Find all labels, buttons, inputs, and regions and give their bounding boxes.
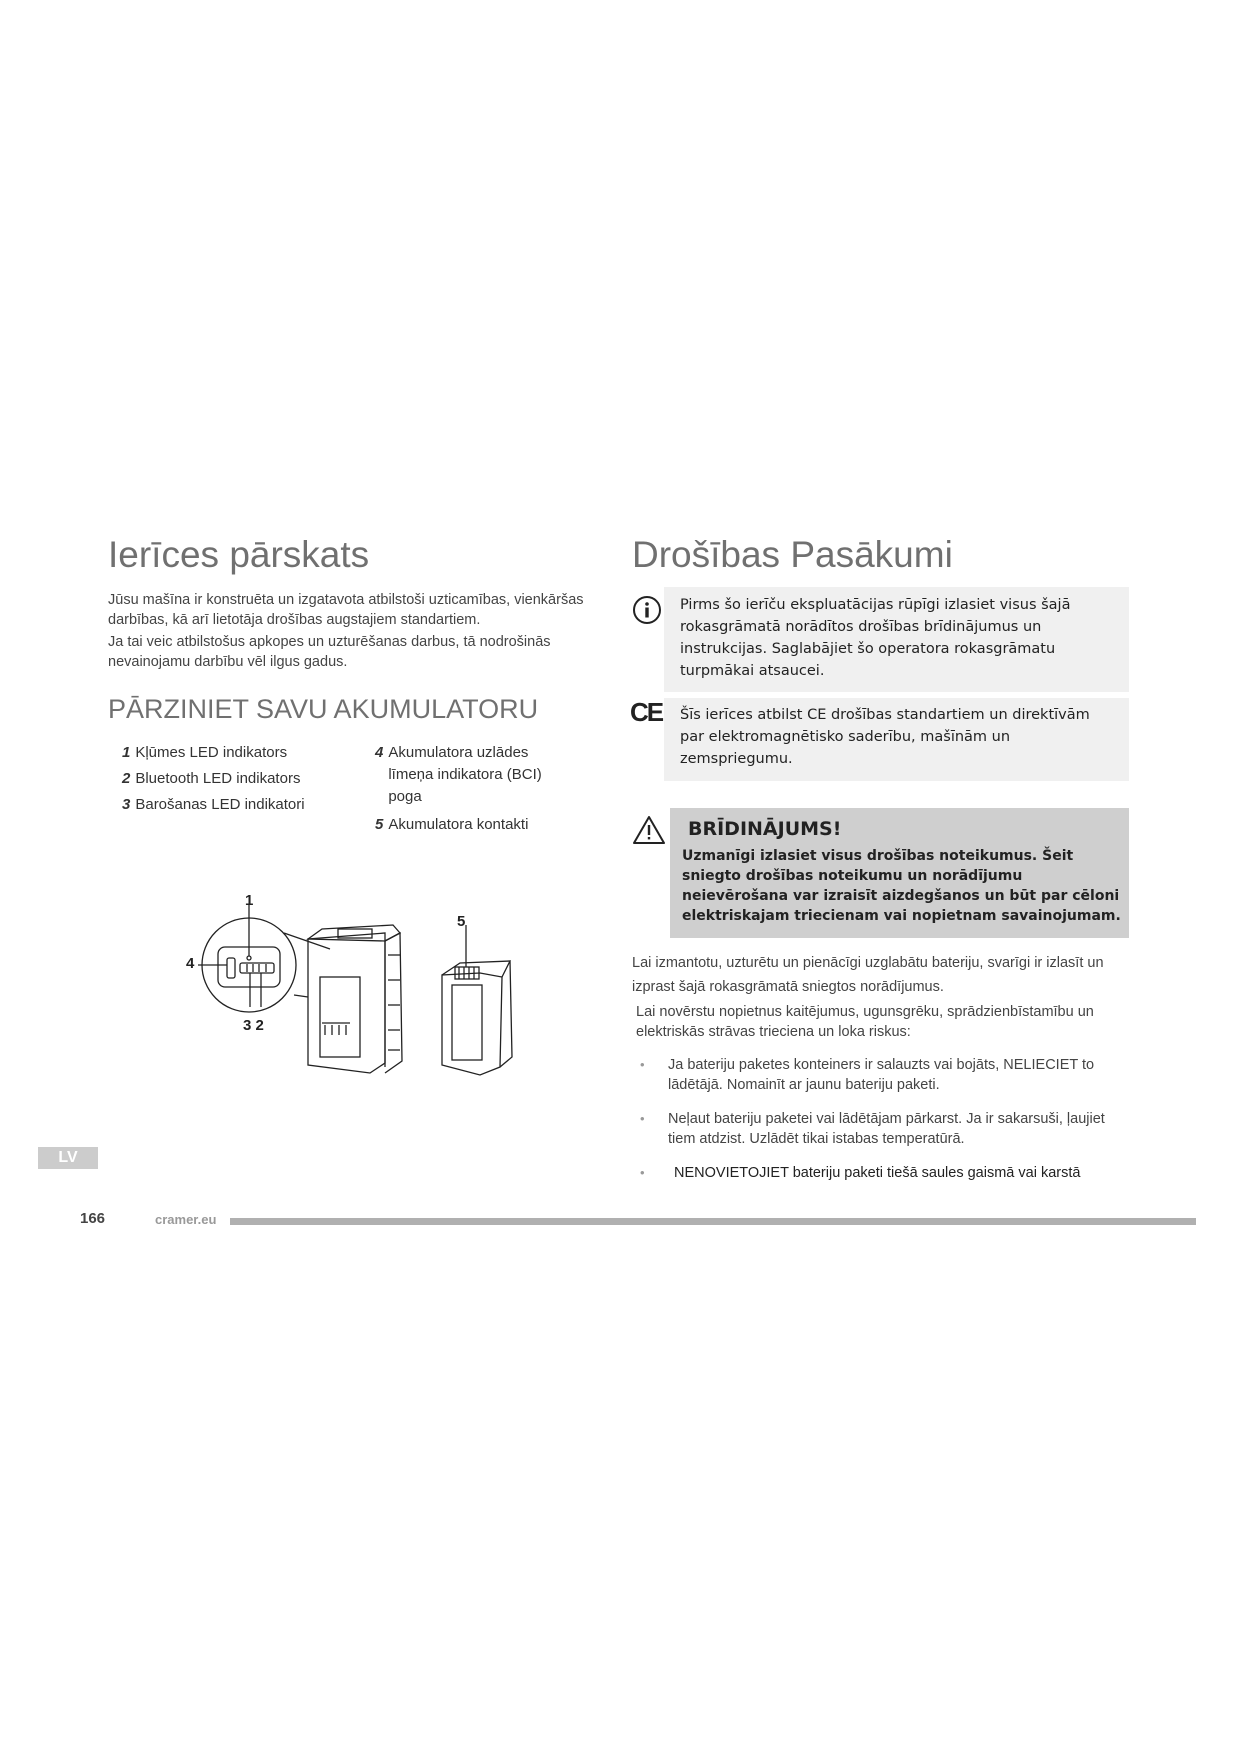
legend-item: 4 Akumulatora uzlādes līmeņa indikatora (BCI) poga bbox=[375, 744, 542, 805]
legend-column-2 bbox=[375, 742, 595, 836]
site-name: cramer.eu bbox=[155, 1212, 217, 1227]
footer-bar bbox=[230, 1218, 1196, 1225]
paragraph-risks: Lai novērstu nopietnus kaitējumus, ugunsgrēku, sprādzienbīstamību un elektriskās strāvas trieciena un loka riskus: bbox=[636, 1004, 1094, 1040]
page-title-safety: Drošības Pasākumi bbox=[632, 534, 953, 575]
intro-paragraph-1: Jūsu mašīna ir konstruēta un izgatavota atbilstoši uzticamības, vienkāršas darbības, kā arī lietotāja drošības augstajiem standartiem. bbox=[108, 592, 584, 628]
battery-illustration bbox=[180, 885, 540, 1105]
language-tab: LV bbox=[38, 1147, 98, 1169]
page-number: 166 bbox=[80, 1210, 106, 1227]
legend-item: 5 Akumulatora kontakti bbox=[375, 816, 529, 833]
list-item: • Ja bateriju paketes konteiners ir salauzts vai bojāts, NELIECIET to lādētājā. Nomainīt ar jaunu bateriju paketi. bbox=[632, 1055, 1132, 1095]
legend-item: 1 Kļūmes LED indikators bbox=[122, 744, 288, 761]
intro-text bbox=[108, 590, 588, 672]
legend-item: 2 Bluetooth LED indikators bbox=[122, 770, 301, 787]
list-item: • Neļaut bateriju paketei vai lādētājam pārkarst. Ja ir sakarsuši, ļaujiet tiem atdzist. Uzlādēt tikai istabas temperatūrā. bbox=[632, 1109, 1132, 1149]
callout-3-2: 3 2 bbox=[243, 1017, 264, 1034]
warning-text: Uzmanīgi izlasiet visus drošības noteikumus. Šeit sniegto drošības noteikumu un norādījumu neievērošana var izraisīt aizdegšanos un būt par cēloni elektriskajam triecienam vai nopietnam savainojumam. bbox=[682, 848, 1121, 924]
bullet-list bbox=[632, 1055, 1132, 1183]
paragraph-usage: Lai izmantotu, uzturētu un pienācīgi uzglabātu bateriju, svarīgi ir izlasīt un izprast šajā rokasgrāmatā sniegtos norādījumus. bbox=[632, 955, 1104, 995]
ce-text: Šīs ierīces atbilst CE drošības standartiem un direktīvām par elektromagnētisko saderību, mašīnām un zemspriegumu. bbox=[680, 707, 1090, 767]
page-title-overview: Ierīces pārskats bbox=[108, 534, 370, 575]
info-text: Pirms šo ierīču ekspluatācijas rūpīgi izlasiet visus šajā rokasgrāmatā norādītos drošības brīdinājumus un instrukcijas. Saglabājiet šo operatora rokasgrāmatu turpmākai atsaucei. bbox=[680, 597, 1071, 679]
callout-1: 1 bbox=[245, 892, 254, 909]
legend-column-1 bbox=[122, 742, 372, 816]
warning-title: BRĪDINĀJUMS! bbox=[688, 818, 842, 840]
intro-paragraph-2: Ja tai veic atbilstošus apkopes un uzturēšanas darbus, tā nodrošinās nevainojamu darbību vēl ilgus gadus. bbox=[108, 634, 551, 670]
warning-triangle-icon bbox=[632, 815, 666, 845]
callout-5: 5 bbox=[457, 913, 466, 930]
list-item: • NENOVIETOJIET bateriju paketi tiešā saules gaismā vai karstā bbox=[632, 1163, 1132, 1183]
callout-4: 4 bbox=[186, 955, 195, 972]
ce-mark-icon: CE bbox=[630, 697, 663, 727]
battery-subheading: PĀRZINIET SAVU AKUMULATORU bbox=[108, 694, 539, 724]
info-icon bbox=[632, 595, 662, 625]
legend-item: 3 Barošanas LED indikatori bbox=[122, 796, 305, 813]
